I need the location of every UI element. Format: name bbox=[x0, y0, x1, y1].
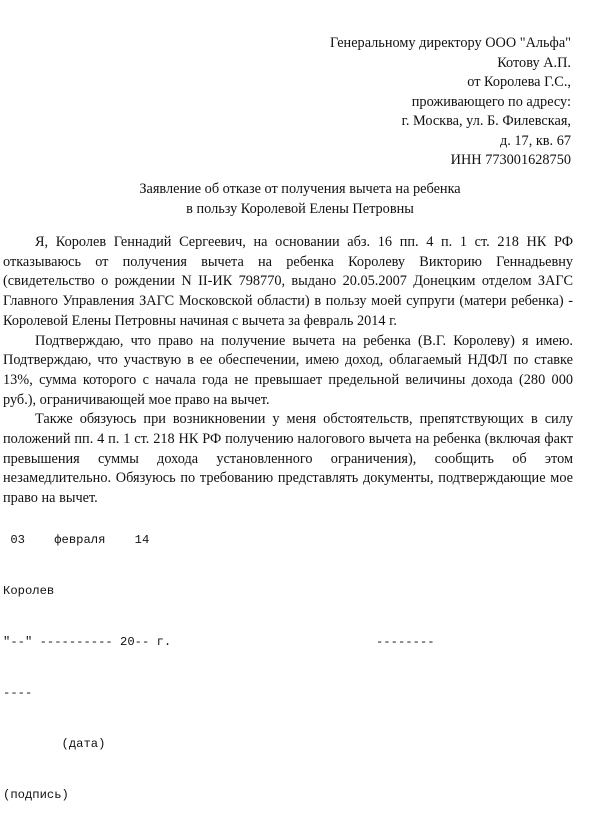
body-paragraph: Подтверждаю, что право на получение вычета на ребенка (В.Г. Королеву) я имею. Подтверждаю, что участвую в ее обеспечении, имею доход, облагаемый НДФЛ по ставке 13%, сумма которого с начала года не превышает предельной величины дохода (280 000 руб.), ограничивающей мое право на вычет. bbox=[3, 332, 573, 408]
signature-line: 03 февраля 14 bbox=[3, 533, 150, 547]
title-line: Заявление об отказе от получения вычета на ребенка bbox=[139, 181, 461, 197]
title-line: в пользу Королевой Елены Петровны bbox=[186, 200, 414, 217]
addressee-line: ИНН 773001628750 bbox=[450, 152, 571, 168]
addressee-line: д. 17, кв. 67 bbox=[499, 132, 571, 149]
signature-block bbox=[3, 498, 583, 838]
body-paragraph: Я, Королев Геннадий Сергеевич, на основании абз. 16 пп. 4 п. 1 ст. 218 НК РФ отказываюсь от получения вычета на ребенка Королеву Викторию Геннадьевну (свидетельство о рождении N II-ИК 798770, выдано 20.05.2007 Донецким отделом ЗАГС Главного Управления ЗАГС Московской области) в пользу моей супруги (матери ребенка) - Королевой Елены Петровны начиная с вычета за февраль 2014 г. bbox=[3, 234, 573, 329]
addressee-block bbox=[241, 34, 571, 171]
addressee-line: Генеральному директору ООО "Альфа" bbox=[330, 35, 571, 51]
addressee-line: от Королева Г.С., bbox=[467, 74, 571, 90]
addressee-line: Котову А.П. bbox=[497, 54, 571, 71]
addressee-line: проживающего по адресу: bbox=[411, 93, 571, 110]
addressee-line: г. Москва, ул. Б. Филевская, bbox=[401, 113, 571, 129]
signature-line: (подпись) bbox=[3, 788, 69, 802]
signature-line: Королев bbox=[3, 584, 55, 598]
signature-line: ---- bbox=[3, 686, 33, 700]
body-paragraph: Также обязуюсь при возникновении у меня обстоятельств, препятствующих в силу положений пп. 4 п. 1 ст. 218 НК РФ получению налогового вычета на ребенка (включая факт превышения суммы дохода установленного ограничения), сообщить об этом незамедлительно. Обязуюсь по требованию представлять документы, подтверждающие мое право на вычет. bbox=[3, 411, 573, 507]
signature-line: (дата) bbox=[3, 737, 106, 751]
document-body bbox=[3, 233, 573, 509]
document-title bbox=[0, 180, 600, 219]
signature-line: "--" ---------- 20-- г. -------- bbox=[3, 635, 435, 649]
